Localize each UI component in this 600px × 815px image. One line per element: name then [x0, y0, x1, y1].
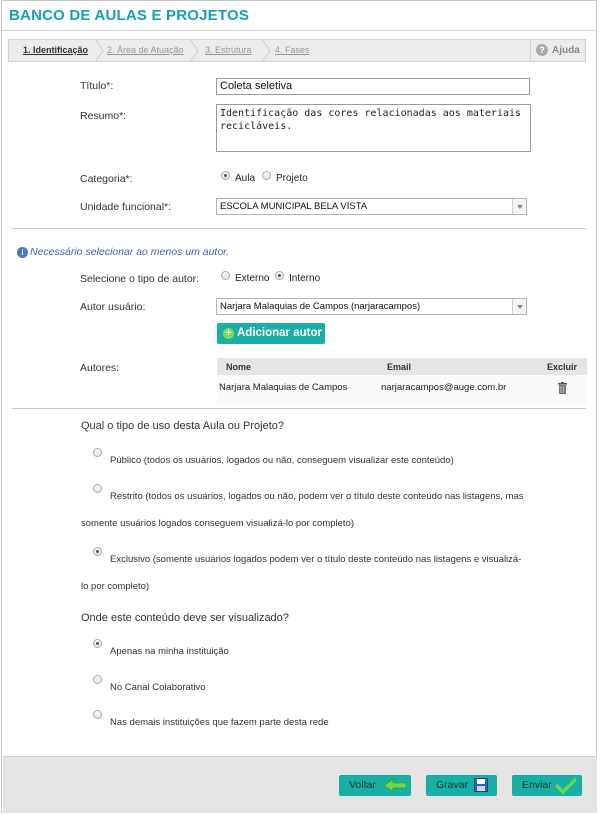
authors-info-text: Necessário selecionar ao menos um autor.: [30, 246, 230, 258]
voltar-button[interactable]: [339, 775, 411, 796]
uso-publico-label: Público (todos os usuários, logados ou não, conseguem visualizar este conteúdo): [110, 455, 454, 466]
add-author-button[interactable]: [217, 323, 325, 344]
page-title: BANCO DE AULAS E PROJETOS: [9, 7, 250, 24]
plus-icon: +: [223, 328, 234, 339]
col-nome: Nome: [226, 362, 252, 372]
titulo-input[interactable]: Coleta seletiva: [216, 78, 530, 95]
vis-rede-label: Nas demais instituições que fazem parte desta rede: [110, 717, 329, 728]
uso-restrito-label-cont: somente usuários logados conseguem visualizá-lo por completo): [81, 518, 355, 529]
enviar-label: Enviar: [522, 779, 552, 791]
chevron-right-icon: [261, 40, 271, 61]
chevron-down-icon: [512, 299, 526, 314]
autor-usuario-value: Narjara Malaquias de Campos (narjaracampos): [220, 301, 421, 312]
gravar-label: Gravar: [436, 779, 469, 791]
uso-exclusivo-label-cont: lo por completo): [81, 581, 150, 592]
vis-canal-radio[interactable]: [93, 675, 102, 684]
title-divider: [2, 30, 596, 31]
categoria-aula-label: Aula: [235, 173, 256, 184]
vis-rede-radio[interactable]: [93, 710, 102, 719]
categoria-projeto-label: Projeto: [276, 173, 308, 184]
checkmark-icon: [556, 778, 576, 794]
visualizacao-question: Onde este conteúdo deve ser visualizado?: [81, 612, 289, 624]
help-label: Ajuda: [552, 45, 580, 56]
chevron-right-icon: [189, 40, 199, 61]
categoria-projeto-radio[interactable]: [262, 171, 271, 180]
uso-question: Qual o tipo de uso desta Aula ou Projeto?: [81, 420, 285, 432]
authors-table-header: [217, 358, 587, 375]
resumo-textarea[interactable]: Identificação das cores relacionadas aos materiais recicláveis.: [216, 104, 531, 152]
resumo-label: Resumo*:: [80, 110, 127, 122]
tipo-interno-radio[interactable]: [275, 271, 284, 280]
table-row: [217, 375, 587, 405]
unidade-value: ESCOLA MUNICIPAL BELA VISTA: [220, 201, 368, 212]
tipo-externo-radio[interactable]: [221, 271, 230, 280]
uso-exclusivo-radio[interactable]: [93, 547, 102, 556]
tipo-interno-label: Interno: [289, 273, 321, 284]
vis-canal-label: No Canal Colaborativo: [110, 682, 206, 693]
autor-usuario-label: Autor usuário:: [80, 301, 146, 313]
autor-usuario-select[interactable]: [216, 298, 527, 315]
divider: [12, 228, 586, 229]
vis-instituicao-radio[interactable]: [93, 639, 102, 648]
gravar-button[interactable]: [426, 775, 497, 796]
col-email: Email: [387, 362, 412, 372]
uso-publico-radio[interactable]: [93, 448, 102, 457]
categoria-aula-radio[interactable]: [221, 171, 230, 180]
author-nome: Narjara Malaquias de Campos: [219, 382, 348, 393]
save-icon: [474, 778, 488, 792]
step-estrutura[interactable]: 3. Estrutura: [205, 45, 252, 55]
divider: [12, 408, 586, 409]
uso-restrito-radio[interactable]: [93, 484, 102, 493]
trash-icon[interactable]: [558, 382, 567, 394]
unidade-select[interactable]: [216, 198, 527, 215]
step-area-atuacao[interactable]: 2. Área de Atuação: [107, 45, 184, 55]
voltar-label: Voltar: [349, 779, 376, 791]
info-icon: i: [17, 247, 28, 258]
autores-label: Autores:: [80, 362, 120, 374]
step-bar: [8, 39, 586, 62]
categoria-label: Categoria*:: [80, 173, 133, 185]
unidade-label: Unidade funcional*:: [80, 201, 172, 213]
author-email: narjaracampos@auge.com.br: [381, 382, 507, 393]
uso-exclusivo-label: Exclusivo (somente usuários logados podem ver o título deste conteúdo nas listagens e visualizá-: [110, 554, 522, 565]
vis-instituicao-label: Apenas na minha instituição: [110, 646, 229, 657]
chevron-down-icon: [512, 199, 526, 214]
help-icon: ?: [536, 44, 548, 56]
col-excluir: Excluir: [547, 362, 578, 372]
arrow-left-icon: [383, 778, 407, 793]
step-identificacao[interactable]: 1. Identificação: [23, 45, 89, 55]
chevron-right-icon: [94, 40, 104, 61]
help-button[interactable]: [530, 40, 585, 61]
titulo-label: Título*:: [80, 80, 114, 92]
enviar-button[interactable]: [512, 775, 582, 796]
tipo-autor-label: Selecione o tipo de autor:: [80, 273, 200, 285]
main-panel: [1, 0, 597, 813]
uso-restrito-label: Restrito (todos os usuários, logados ou não, podem ver o título deste conteúdo nas listagens, mas: [110, 491, 524, 502]
add-author-label: Adicionar autor: [237, 327, 322, 339]
step-fases[interactable]: 4. Fases: [275, 45, 310, 55]
footer-bar: [3, 756, 597, 813]
tipo-externo-label: Externo: [235, 273, 270, 284]
